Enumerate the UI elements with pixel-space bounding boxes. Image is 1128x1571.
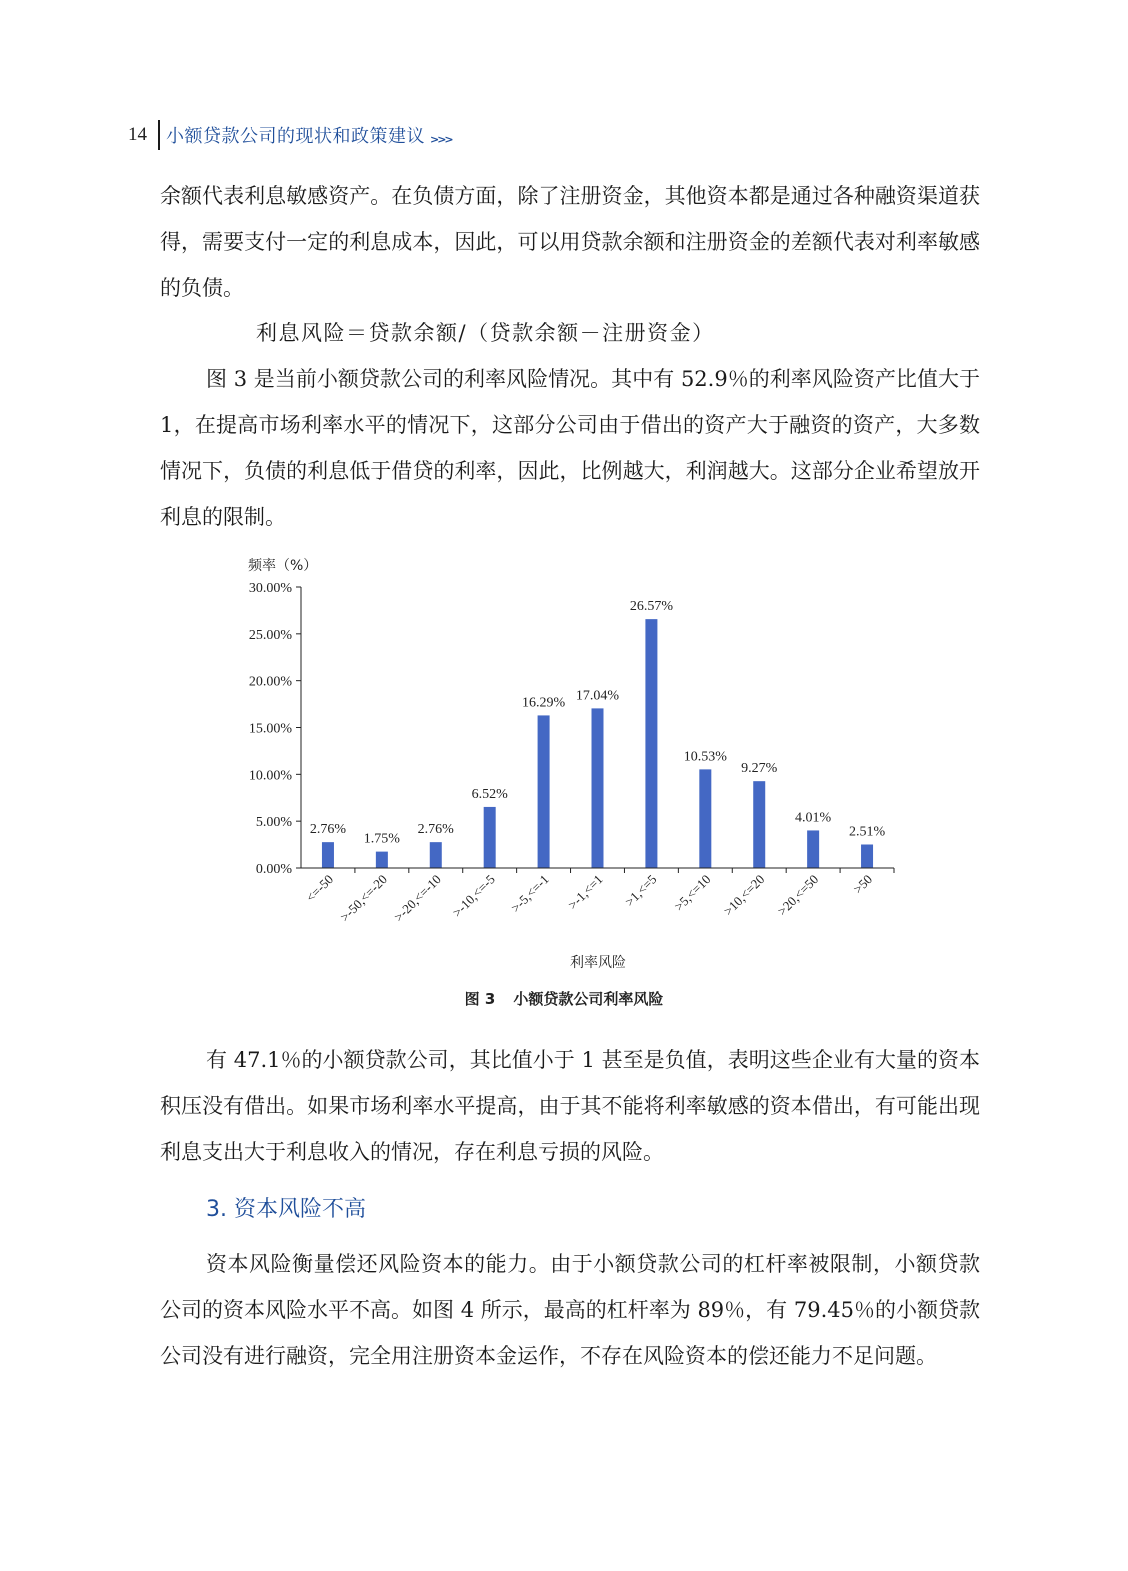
paragraph: 图 3 是当前小额贷款公司的利率风险情况。其中有 52.9％的利率风险资产比值大于 1，在提高市场利率水平的情况下，这部分公司由于借出的资产大于融资的资产，大多数情况下，负债的利息低于借贷的利率，因此，比例越大，利润越大。这部分企业希望放开利息的限制。: [160, 367, 980, 529]
bar: [322, 842, 334, 868]
body-text-middle: [160, 1038, 980, 1175]
bar: [699, 769, 711, 868]
x-tick-label: >20,<=50: [774, 871, 822, 919]
body-text-bottom: [160, 1242, 980, 1379]
bar: [538, 715, 550, 868]
page-number: 14: [128, 124, 147, 145]
bar: [430, 842, 442, 868]
bar-value-label: 4.01%: [795, 810, 832, 826]
y-tick-label: 30.00%: [248, 581, 292, 596]
bar-value-label: 1.75%: [363, 831, 400, 847]
figure-label: 图 3: [464, 990, 496, 1008]
paragraph: 资本风险衡量偿还风险资本的能力。由于小额贷款公司的杠杆率被限制，小额贷款公司的资本风险水平不高。如图 4 所示，最高的杠杆率为 89％，有 79.45％的小额贷款公司没有进行融资，完全用注册资本金运作，不存在风险资本的偿还能力不足问题。: [160, 1252, 980, 1368]
bar: [861, 844, 873, 868]
y-tick-label: 25.00%: [248, 627, 292, 643]
bar-value-label: 2.76%: [417, 822, 454, 838]
y-tick-label: 0.00%: [255, 862, 292, 877]
bar: [592, 708, 604, 868]
y-tick-label: 5.00%: [255, 815, 292, 831]
x-tick-label: >5,<=10: [671, 871, 714, 914]
y-tick-label: 15.00%: [248, 721, 292, 737]
x-tick-label: >-20,<=-10: [390, 871, 444, 925]
figure-caption: [0, 988, 1128, 1009]
bar: [753, 781, 765, 868]
paragraph: 有 47.1％的小额贷款公司，其比值小于 1 甚至是负值，表明这些企业有大量的资本积压没有借出。如果市场利率水平提高，由于其不能将利率敏感的资本借出，有可能出现利息支出大于利息收入的情况，存在利息亏损的风险。: [160, 1048, 980, 1164]
y-tick-label: 20.00%: [248, 674, 292, 690]
x-tick-label: >-1,<=1: [564, 871, 606, 913]
x-tick-label: >50: [850, 871, 876, 897]
x-tick-label: >-50,<=-20: [337, 871, 390, 925]
x-tick-label: >10,<=20: [720, 871, 768, 919]
paragraph: 余额代表利息敏感资产。在负债方面，除了注册资金，其他资本都是通过各种融资渠道获得，需要支付一定的利息成本，因此，可以用贷款余额和注册资金的差额代表对利率敏感的负债。: [160, 184, 980, 300]
formula: 利息风险＝贷款余额/（贷款余额－注册资金）: [256, 321, 715, 346]
bar-value-label: 17.04%: [575, 688, 620, 704]
bar-value-label: 2.51%: [848, 824, 886, 840]
body-text-top: [160, 174, 980, 540]
running-header: [128, 118, 452, 152]
header-divider: [158, 120, 160, 150]
book-title: 小额贷款公司的现状和政策建议: [166, 126, 425, 147]
bar-value-label: 2.76%: [309, 822, 347, 838]
bar-value-label: 9.27%: [741, 761, 778, 777]
bar-value-label: 16.29%: [522, 695, 566, 711]
bar: [484, 807, 496, 868]
bar: [807, 830, 819, 868]
x-tick-label: >-5,<=-1: [507, 871, 552, 916]
figure-chart: [220, 550, 920, 980]
bar: [645, 619, 657, 868]
y-axis-title: 频率（%）: [248, 558, 318, 574]
y-tick-label: 10.00%: [248, 768, 292, 784]
bar-chart: [220, 550, 920, 980]
section-heading: 3. 资本风险不高: [206, 1197, 366, 1222]
bar-value-label: 26.57%: [629, 599, 673, 615]
bar-value-label: 6.52%: [471, 786, 508, 802]
chevrons-icon: >>>: [430, 132, 452, 146]
bar-value-label: 10.53%: [683, 749, 727, 765]
figure-title: 小额贷款公司利率风险: [513, 990, 664, 1008]
x-axis-title: 利率风险: [570, 955, 626, 971]
x-tick-label: >1,<=5: [621, 871, 660, 910]
x-tick-label: >-10,<=-5: [449, 871, 498, 920]
x-tick-label: <=-50: [302, 871, 337, 905]
bar: [376, 852, 388, 868]
